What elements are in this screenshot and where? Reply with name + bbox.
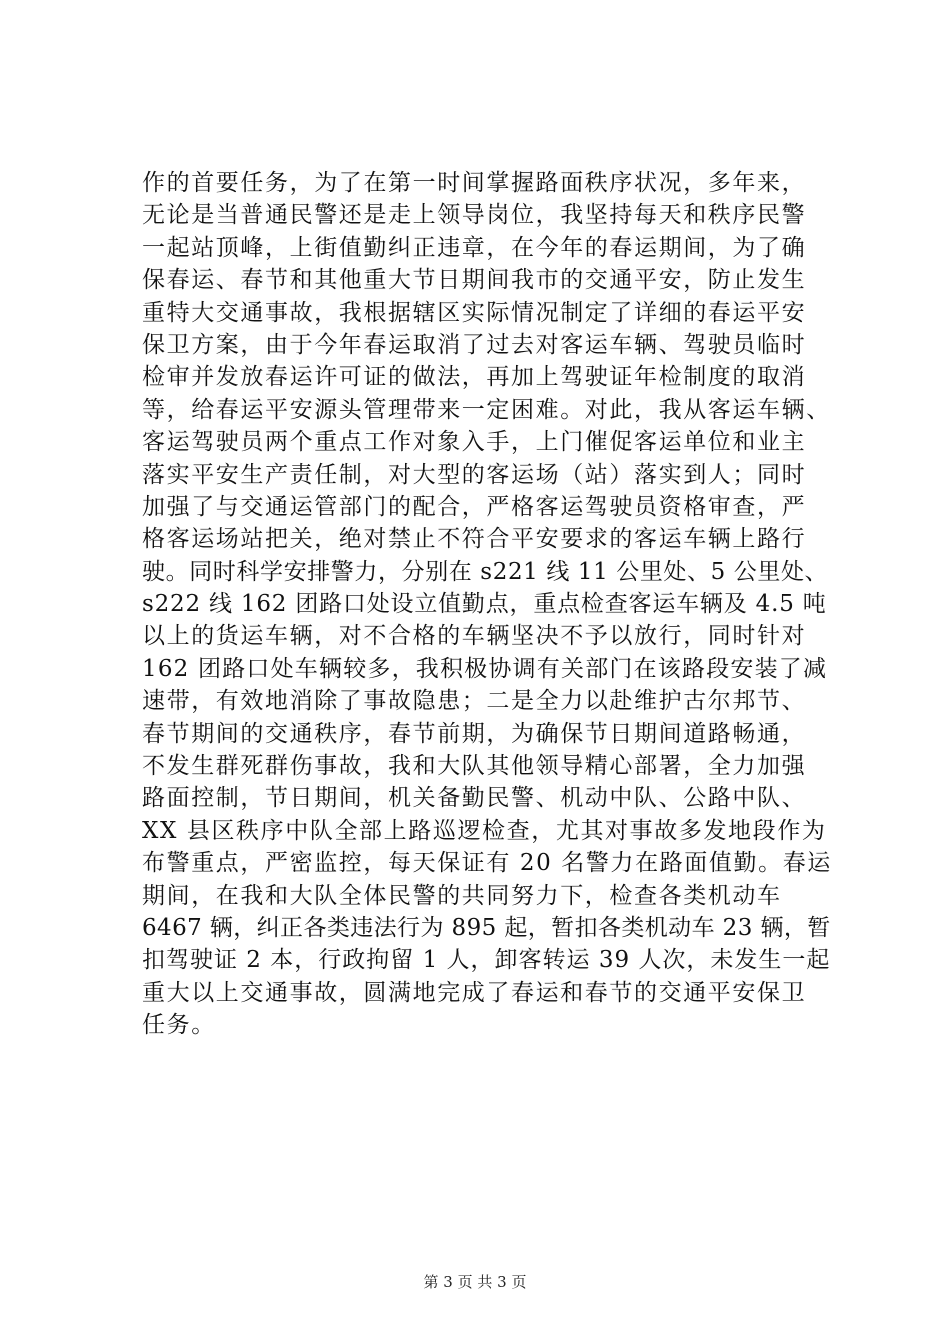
text-line: 布警重点，严密监控，每天保证有 20 名警力在路面值勤。春运 [142,850,832,877]
text-line: 保春运、春节和其他重大节日期间我市的交通平安，防止发生 [142,267,807,294]
text-line: 重特大交通事故，我根据辖区实际情况制定了详细的春运平安 [142,299,807,326]
body-paragraph [142,167,832,1042]
page-footer: 第 3 页 共 3 页 [423,1273,527,1291]
text-line: 作的首要任务，为了在第一时间掌握路面秩序状况，多年来， [142,170,807,196]
text-line: 落实平安生产责任制，对大型的客运场（站）落实到人；同时 [142,461,807,488]
text-line: XX 县区秩序中队全部上路巡逻检查，尤其对事故多发地段作为 [142,817,827,844]
text-line: 加强了与交通运管部门的配合，严格客运驾驶员资格审查，严 [142,493,807,520]
text-line: 以上的货运车辆，对不合格的车辆坚决不予以放行，同时针对 [142,623,807,650]
text-line: 检审并发放春运许可证的做法，再加上驾驶证年检制度的取消 [142,364,807,391]
text-line: 速带，有效地消除了事故隐患；二是全力以赴维护古尔邦节、 [142,688,807,715]
text-line: 162 团路口处车辆较多，我积极协调有关部门在该路段安装了减 [142,655,828,682]
text-line: 路面控制，节日期间，机关备勤民警、机动中队、公路中队、 [142,785,807,812]
text-line: 驶。同时科学安排警力，分别在 s221 线 11 公里处、5 公里处、 [142,558,829,585]
text-line: 一起站顶峰，上街值勤纠正违章，在今年的春运期间，为了确 [142,234,807,261]
text-line: 春节期间的交通秩序，春节前期，为确保节日期间道路畅通， [142,720,807,747]
text-line: 重大以上交通事故，圆满地完成了春运和春节的交通平安保卫 [142,979,807,1006]
text-line: s222 线 162 团路口处设立值勤点，重点检查客运车辆及 4.5 吨 [142,591,827,618]
text-line: 6467 辆，纠正各类违法行为 895 起，暂扣各类机动车 23 辆，暂 [142,914,831,941]
text-line: 扣驾驶证 2 本，行政拘留 1 人，卸客转运 39 人次，未发生一起 [142,947,831,974]
text-line: 期间，在我和大队全体民警的共同努力下，检查各类机动车 [142,882,782,909]
text-line: 客运驾驶员两个重点工作对象入手，上门催促客运单位和业主 [142,429,807,456]
text-line: 格客运场站把关，绝对禁止不符合平安要求的客运车辆上路行 [142,526,807,553]
text-line: 任务。 [142,1012,216,1039]
text-line: 等，给春运平安源头管理带来一定困难。对此，我从客运车辆、 [142,396,831,423]
text-line: 保卫方案，由于今年春运取消了过去对客运车辆、驾驶员临时 [142,331,807,358]
text-line: 无论是当普通民警还是走上领导岗位，我坚持每天和秩序民警 [142,202,807,229]
text-line: 不发生群死群伤事故，我和大队其他领导精心部署，全力加强 [142,753,807,780]
